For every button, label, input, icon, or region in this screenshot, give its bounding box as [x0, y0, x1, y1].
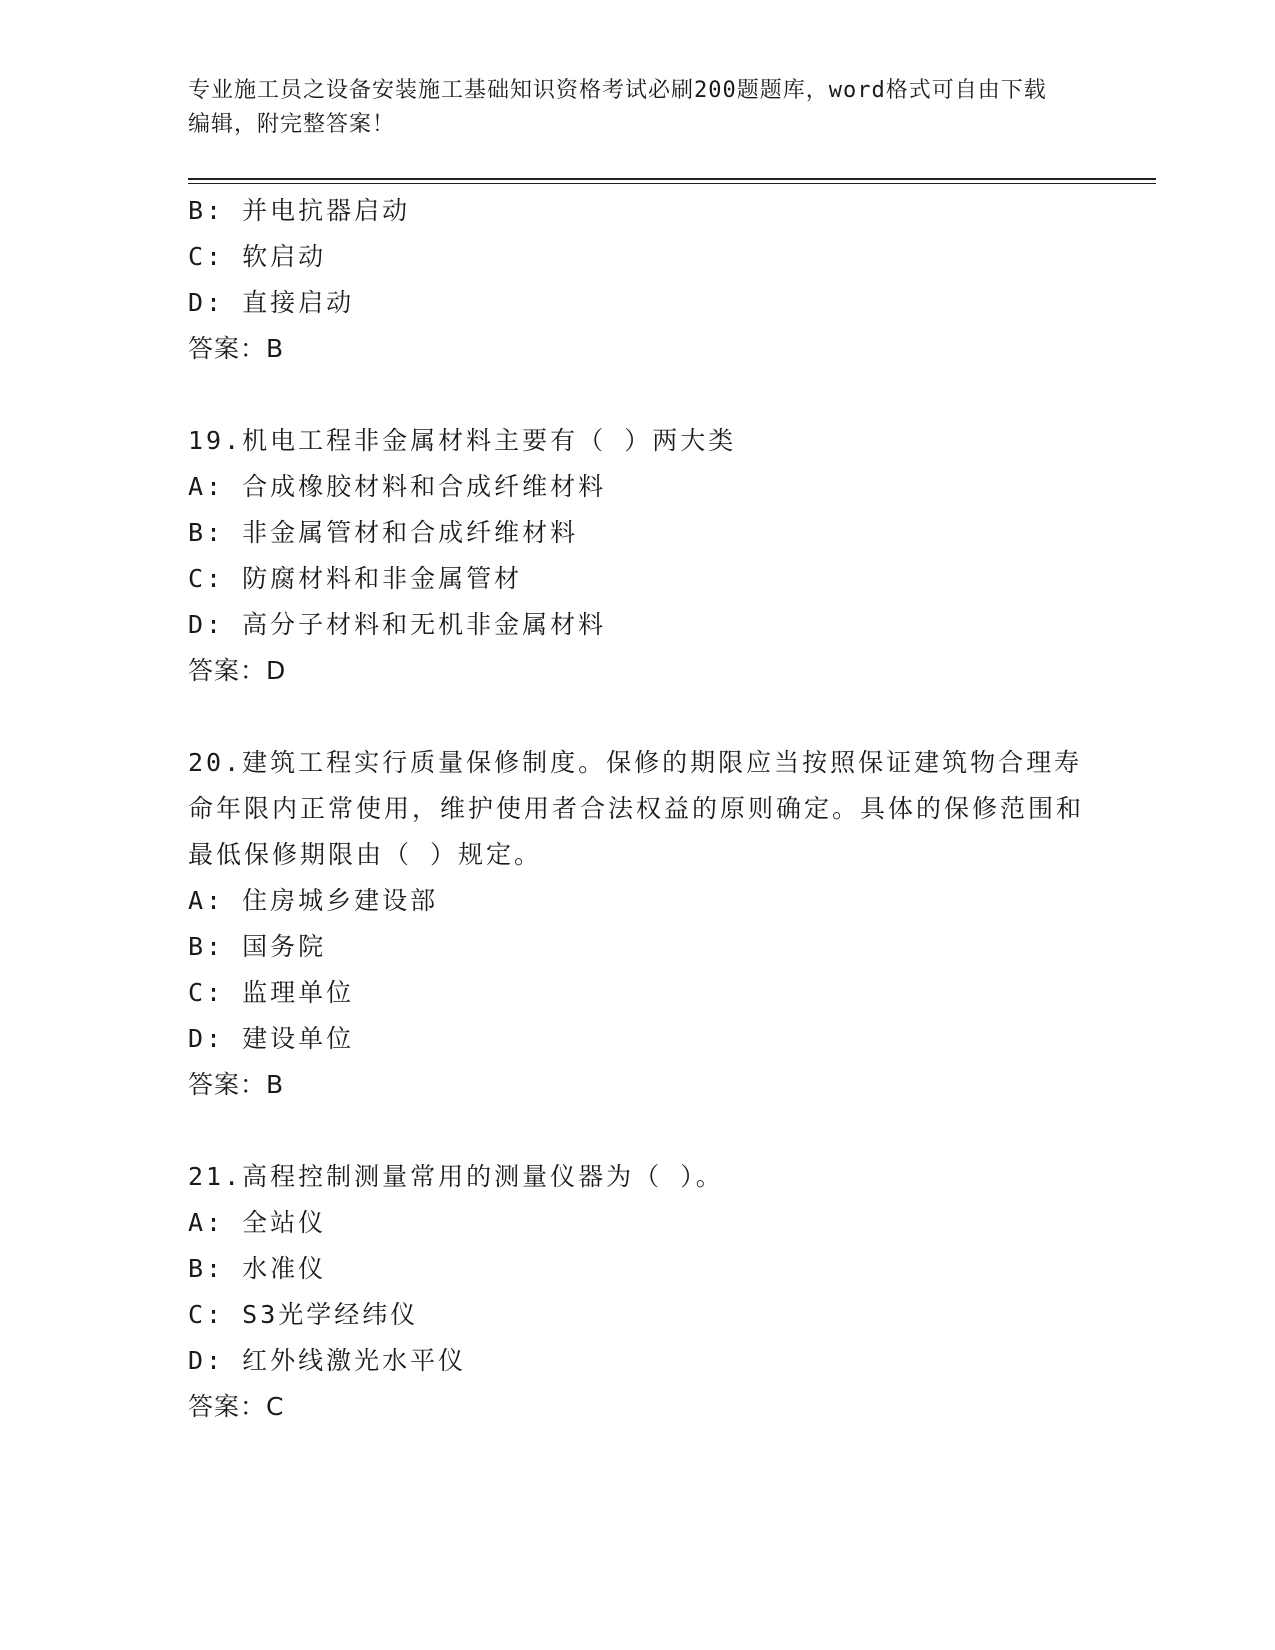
question-block-20 [188, 740, 1088, 1108]
option-c: C: 监理单位 [188, 978, 355, 1007]
answer-label: 答案：C [188, 1392, 285, 1421]
question-block-18 [188, 188, 1088, 372]
option-a: A: 合成橡胶材料和合成纤维材料 [188, 472, 607, 501]
option-c: C: 软启动 [188, 242, 327, 271]
option-d: D: 直接启动 [188, 288, 355, 317]
option-b: B: 非金属管材和合成纤维材料 [188, 518, 579, 547]
question-list [188, 188, 1088, 1430]
option-a: A: 全站仪 [188, 1208, 327, 1237]
question-block-21 [188, 1154, 1088, 1430]
option-c: C: 防腐材料和非金属管材 [188, 564, 523, 593]
option-d: D: 高分子材料和无机非金属材料 [188, 610, 607, 639]
header-divider-thick [188, 178, 1156, 180]
spacer [188, 372, 1088, 418]
question-block-19 [188, 418, 1088, 694]
question-stem: 21.高程控制测量常用的测量仪器为（ ）。 [188, 1162, 724, 1191]
question-stem: 19.机电工程非金属材料主要有（ ）两大类 [188, 426, 737, 455]
option-b: B: 并电抗器启动 [188, 196, 411, 225]
document-header: 专业施工员之设备安装施工基础知识资格考试必刷200题题库，word格式可自由下载编辑，附完整答案！ [188, 78, 1047, 137]
answer-label: 答案：D [188, 656, 287, 685]
spacer [188, 1108, 1088, 1154]
option-b: B: 水准仪 [188, 1254, 327, 1283]
option-d: D: 建设单位 [188, 1024, 355, 1053]
question-stem: 20.建筑工程实行质量保修制度。保修的期限应当按照保证建筑物合理寿命年限内正常使用，维护使用者合法权益的原则确定。具体的保修范围和最低保修期限由（ ）规定。 [188, 748, 1085, 869]
option-b: B: 国务院 [188, 932, 327, 961]
answer-label: 答案：B [188, 1070, 285, 1099]
option-c: C: S3光学经纬仪 [188, 1300, 419, 1329]
option-a: A: 住房城乡建设部 [188, 886, 439, 915]
spacer [188, 694, 1088, 740]
option-d: D: 红外线激光水平仪 [188, 1346, 467, 1375]
answer-label: 答案：B [188, 334, 285, 363]
header-divider-thin [188, 183, 1156, 184]
